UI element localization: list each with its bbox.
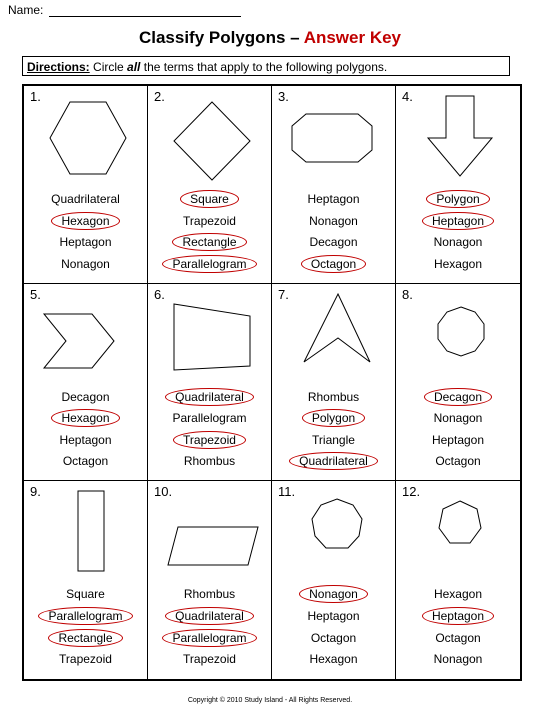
- problem-cell: [24, 481, 148, 679]
- term-label: Heptagon: [59, 235, 112, 250]
- term-label: Parallelogram: [172, 256, 247, 271]
- nonagon-shape: [282, 491, 386, 581]
- term-option[interactable]: [148, 211, 271, 233]
- term-list: [396, 387, 520, 473]
- term-label: Hexagon: [433, 587, 483, 602]
- term-label: Nonagon: [433, 411, 483, 426]
- term-option[interactable]: [396, 649, 520, 671]
- problem-number: 4.: [402, 89, 413, 104]
- term-option[interactable]: [396, 628, 520, 650]
- term-label: Hexagon: [309, 652, 358, 667]
- term-label: Decagon: [61, 389, 110, 404]
- term-option[interactable]: [24, 451, 147, 473]
- problem-cell: [148, 86, 272, 284]
- term-option[interactable]: [24, 430, 147, 452]
- term-option-circled[interactable]: [396, 606, 520, 628]
- hexagon-shape: [34, 96, 138, 186]
- term-label: Rhombus: [307, 389, 360, 404]
- term-label: Rectangle: [182, 235, 237, 250]
- term-list: [148, 584, 271, 670]
- term-option[interactable]: [272, 211, 395, 233]
- term-option-circled[interactable]: [396, 387, 520, 409]
- term-option[interactable]: [24, 649, 147, 671]
- problem-number: 7.: [278, 286, 289, 302]
- term-option-circled[interactable]: [272, 584, 395, 606]
- term-label: Rhombus: [183, 587, 236, 602]
- term-label: Square: [66, 587, 105, 602]
- term-option-circled[interactable]: [396, 211, 520, 233]
- term-label: Hexagon: [433, 256, 483, 271]
- footer-copyright: Copyright © 2010 Study Island - All Rights Reserved.: [187, 697, 353, 704]
- problem-number: 8.: [402, 286, 413, 302]
- term-list: [272, 387, 395, 473]
- term-list: [272, 584, 395, 670]
- term-option[interactable]: [24, 584, 147, 606]
- term-list: [272, 189, 395, 275]
- term-list: [396, 584, 520, 670]
- directions-emphasis: all: [127, 60, 141, 74]
- octagon-wide-shape: [282, 96, 386, 186]
- problem-cell: [24, 284, 148, 482]
- term-option[interactable]: [272, 232, 395, 254]
- term-label: Quadrilateral: [175, 608, 244, 623]
- term-label: Trapezoid: [183, 213, 236, 228]
- decagon-shape: [406, 294, 510, 384]
- problem-cell: [272, 481, 396, 679]
- term-option[interactable]: [148, 408, 271, 430]
- term-label: Triangle: [312, 432, 355, 447]
- term-label: Hexagon: [61, 411, 110, 426]
- term-option[interactable]: [272, 628, 395, 650]
- term-option-circled[interactable]: [148, 387, 271, 409]
- term-list: [396, 189, 520, 275]
- term-label: Polygon: [436, 192, 480, 206]
- term-option[interactable]: [272, 387, 395, 409]
- term-option[interactable]: [24, 189, 147, 211]
- problem-cell: [396, 86, 520, 284]
- term-option[interactable]: [396, 584, 520, 606]
- term-label: Octagon: [435, 630, 481, 645]
- term-option-circled[interactable]: [272, 451, 395, 473]
- problem-number: 5.: [30, 286, 41, 302]
- term-label: Quadrilateral: [175, 389, 244, 404]
- term-option-circled[interactable]: [272, 408, 395, 430]
- problem-cell: [148, 481, 272, 679]
- term-option[interactable]: [272, 189, 395, 211]
- name-field: [8, 3, 241, 17]
- directions-label: Directions:: [27, 60, 90, 74]
- term-label: Decagon: [309, 235, 358, 250]
- heptagon-shape: [406, 491, 510, 581]
- polygon-grid: [22, 84, 522, 681]
- term-list: [24, 189, 147, 275]
- problem-cell: [396, 481, 520, 679]
- term-label: Nonagon: [433, 652, 483, 667]
- term-label: Heptagon: [59, 432, 112, 447]
- term-option[interactable]: [148, 649, 271, 671]
- term-label: Nonagon: [433, 235, 483, 250]
- term-option[interactable]: [24, 254, 147, 276]
- term-label: Trapezoid: [59, 652, 112, 667]
- term-label: Heptagon: [307, 192, 360, 206]
- term-option[interactable]: [396, 430, 520, 452]
- term-label: Parallelogram: [48, 608, 123, 623]
- page-title: [0, 28, 540, 48]
- term-label: Decagon: [433, 389, 483, 404]
- problem-cell: [396, 284, 520, 482]
- term-list: [148, 387, 271, 473]
- term-label: Square: [190, 192, 229, 206]
- term-option[interactable]: [396, 254, 520, 276]
- term-option[interactable]: [272, 606, 395, 628]
- arrow-down-shape: [406, 96, 510, 186]
- problem-cell: [24, 86, 148, 284]
- term-option-circled[interactable]: [148, 189, 271, 211]
- arrowhead-shape: [282, 294, 386, 384]
- term-label: Heptagon: [431, 608, 485, 623]
- directions-text-before: Circle: [93, 60, 124, 74]
- term-label: Parallelogram: [172, 411, 247, 426]
- term-label: Octagon: [310, 256, 357, 271]
- problem-cell: [148, 284, 272, 482]
- name-blank-line[interactable]: [49, 4, 241, 17]
- term-option-circled[interactable]: [272, 254, 395, 276]
- term-label: Quadrilateral: [299, 454, 368, 469]
- term-label: Nonagon: [309, 587, 358, 602]
- term-label: Rectangle: [58, 630, 113, 645]
- term-option-circled[interactable]: [396, 189, 520, 211]
- problem-number: 6.: [154, 286, 165, 302]
- term-label: Octagon: [435, 454, 481, 469]
- parallelogram-shape: [158, 491, 262, 581]
- directions-box: [22, 56, 510, 76]
- term-option[interactable]: [272, 430, 395, 452]
- problem-cell: [272, 284, 396, 482]
- term-label: Octagon: [62, 454, 109, 469]
- chevron-shape: [34, 294, 138, 384]
- problem-cell: [272, 86, 396, 284]
- term-option-circled[interactable]: [24, 606, 147, 628]
- term-label: Nonagon: [61, 256, 110, 271]
- name-label: Name:: [8, 3, 44, 17]
- term-list: [24, 387, 147, 473]
- term-option-circled[interactable]: [24, 211, 147, 233]
- title-main: Classify Polygons –: [138, 28, 300, 47]
- term-option-circled[interactable]: [24, 628, 147, 650]
- problem-number: 11.: [278, 484, 296, 500]
- term-option-circled[interactable]: [148, 628, 271, 650]
- term-label: Heptagon: [307, 608, 360, 623]
- term-option[interactable]: [24, 232, 147, 254]
- term-label: Hexagon: [61, 213, 110, 228]
- term-option-circled[interactable]: [148, 606, 271, 628]
- term-label: Polygon: [311, 411, 356, 426]
- term-label: Trapezoid: [183, 432, 236, 447]
- term-label: Trapezoid: [183, 652, 236, 667]
- term-option[interactable]: [148, 451, 271, 473]
- term-option-circled[interactable]: [148, 232, 271, 254]
- problem-number: 9.: [30, 484, 41, 500]
- diamond-shape: [158, 96, 262, 186]
- term-option[interactable]: [396, 451, 520, 473]
- term-option-circled[interactable]: [24, 408, 147, 430]
- directions-text-after: the terms that apply to the following polygons.: [143, 60, 388, 74]
- problem-number: 2.: [154, 89, 165, 104]
- problem-number: 1.: [30, 89, 41, 104]
- term-list: [148, 189, 271, 275]
- rectangle-tall-shape: [34, 491, 138, 581]
- quadrilateral-shape: [158, 294, 262, 384]
- term-option-circled[interactable]: [148, 430, 271, 452]
- problem-number: 12.: [402, 484, 421, 500]
- term-option[interactable]: [272, 649, 395, 671]
- term-label: Heptagon: [431, 432, 485, 447]
- problem-number: 3.: [278, 89, 289, 104]
- term-option[interactable]: [148, 584, 271, 606]
- term-option[interactable]: [396, 408, 520, 430]
- term-label: Heptagon: [431, 213, 485, 228]
- term-label: Octagon: [310, 630, 357, 645]
- term-option[interactable]: [396, 232, 520, 254]
- term-label: Nonagon: [309, 213, 358, 228]
- term-label: Rhombus: [183, 454, 236, 469]
- term-list: [24, 584, 147, 670]
- term-option[interactable]: [24, 387, 147, 409]
- term-option-circled[interactable]: [148, 254, 271, 276]
- term-label: Parallelogram: [172, 630, 247, 645]
- term-label: Quadrilateral: [51, 192, 120, 206]
- title-answer-key: Answer Key: [303, 28, 402, 47]
- problem-number: 10.: [154, 484, 173, 500]
